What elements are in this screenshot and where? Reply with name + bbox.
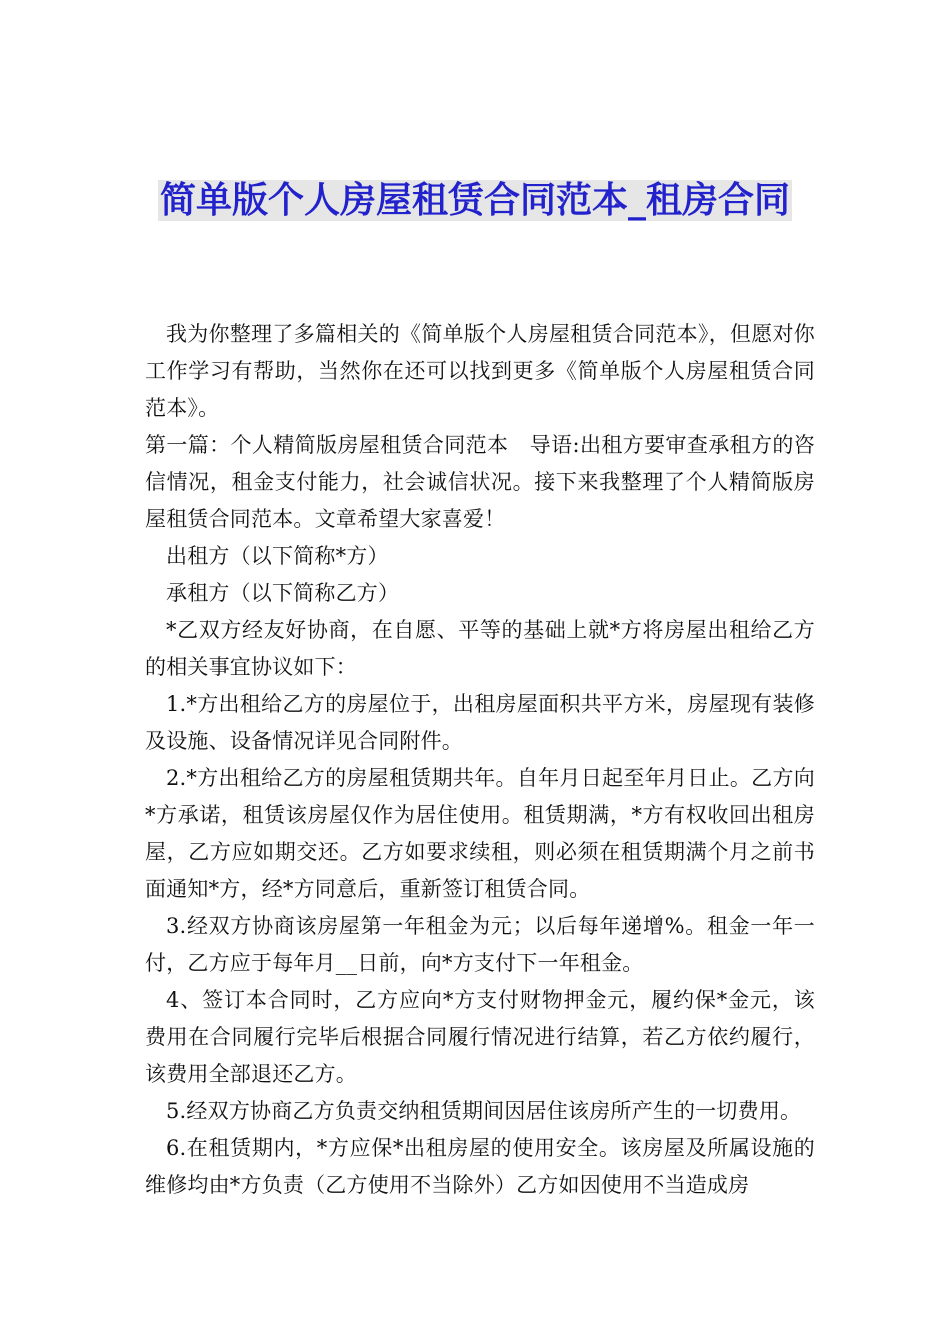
clause-6: 6.在租赁期内，*方应保*出租房屋的使用安全。该房屋及所属设施的维修均由*方负责（乙方使用不当除外）乙方如因使用不当造成房: [145, 1136, 815, 1197]
section-one-paragraph: 第一篇：个人精简版房屋租赁合同范本 导语:出租方要审查承租方的咨信情况，租金支付能力，社会诚信状况。接下来我整理了个人精简版房屋租赁合同范本。文章希望大家喜爱！: [145, 433, 815, 531]
intro-paragraph: 我为你整理了多篇相关的《简单版个人房屋租赁合同范本》，但愿对你工作学习有帮助，当然你在还可以找到更多《简单版个人房屋租赁合同范本》。: [145, 322, 815, 420]
clause-5: 5.经双方协商乙方负责交纳租赁期间因居住该房所产生的一切费用。: [166, 1099, 802, 1123]
document-body: [145, 316, 815, 1204]
agreement-intro-paragraph: *乙双方经友好协商，在自愿、平等的基础上就*方将房屋出租给乙方的相关事宜协议如下：: [145, 618, 815, 679]
clause-3: 3.经双方协商该房屋第一年租金为元；以后每年递增%。租金一年一付，乙方应于每年月__日前，向*方支付下一年租金。: [145, 914, 815, 975]
lessee-line: 承租方（以下简称乙方）: [166, 581, 400, 605]
clause-1: 1.*方出租给乙方的房屋位于，出租房屋面积共平方米，房屋现有装修及设施、设备情况详见合同附件。: [145, 692, 815, 753]
clause-4: 4、签订本合同时，乙方应向*方支付财物押金元，履约保*金元，该费用在合同履行完毕后根据合同履行情况进行结算，若乙方依约履行，该费用全部退还乙方。: [145, 988, 815, 1086]
clause-2: 2.*方出租给乙方的房屋租赁期共年。自年月日起至年月日止。乙方向*方承诺，租赁该房屋仅作为居住使用。租赁期满，*方有权收回出租房屋，乙方应如期交还。乙方如要求续租，则必须在租赁期满个月之前书面通知*方，经*方同意后，重新签订租赁合同。: [145, 766, 815, 901]
document-title: 简单版个人房屋租赁合同范本_租房合同: [159, 180, 790, 221]
title-block: [130, 174, 820, 228]
lessor-line: 出租方（以下简称*方）: [166, 544, 389, 568]
